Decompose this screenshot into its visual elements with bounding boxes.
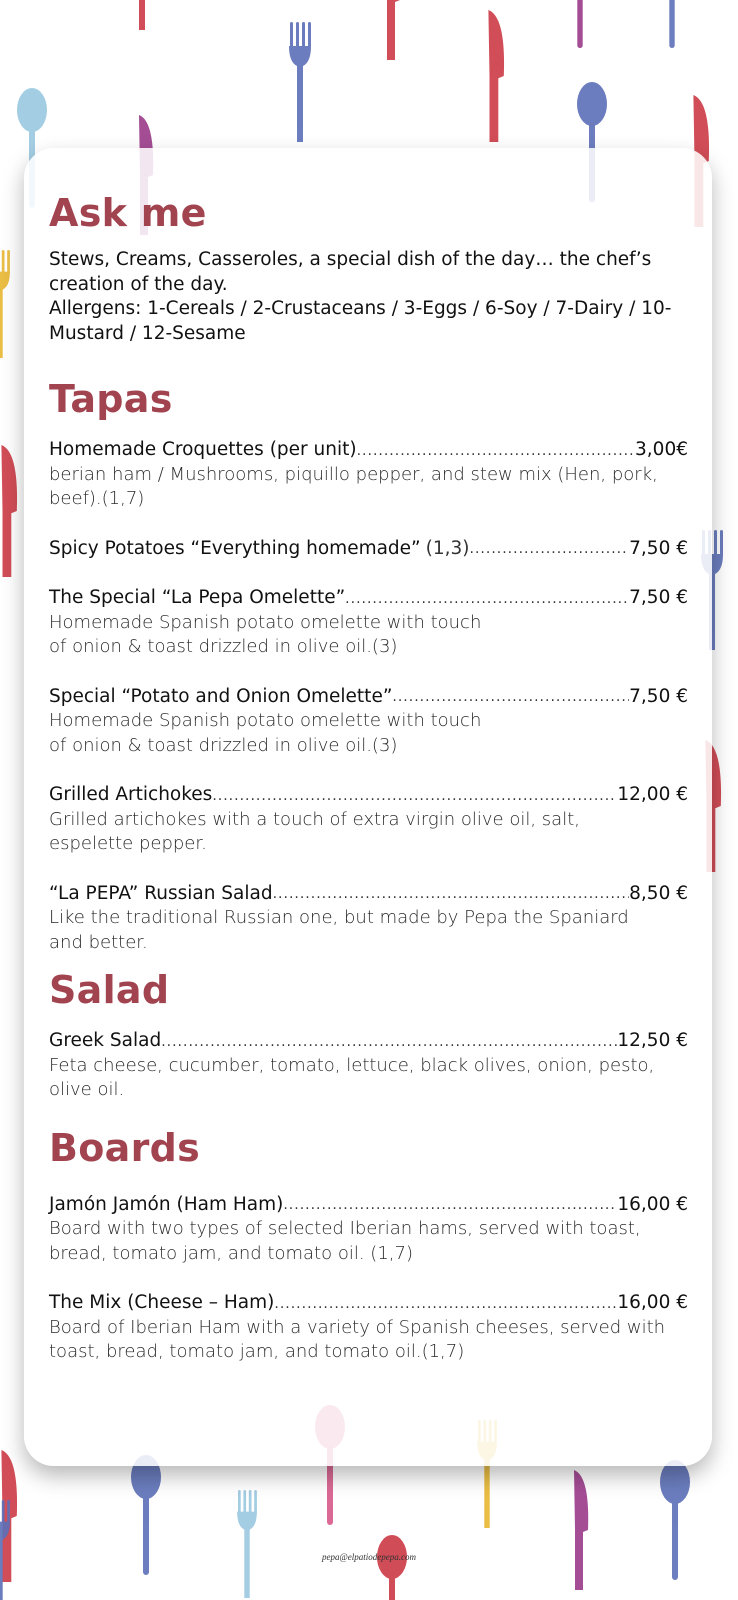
section-title-tapas: Tapas	[49, 377, 173, 421]
spoon-icon	[567, 0, 594, 48]
spoon-icon	[659, 0, 686, 48]
section-title-salad: Salad	[49, 968, 170, 1012]
section-title-ask-me: Ask me	[49, 191, 207, 235]
menu-item-potato-onion-omelette	[49, 685, 688, 759]
item-description: Board of Iberian Ham with a variety of Spanish cheeses, served with toast, bread, tomato jam, and tomato oil.(1,7)	[49, 1316, 666, 1362]
dot-leader	[357, 442, 635, 463]
footer-email: pepa@elpatiodepepa.com	[321, 1552, 416, 1562]
spoon-icon	[377, 1535, 407, 1600]
dot-leader	[345, 590, 629, 611]
menu-item-the-mix	[49, 1291, 688, 1365]
item-name: Homemade Croquettes (per unit)	[49, 439, 357, 460]
item-description: Homemade Spanish potato omelette with touch of onion & toast drizzled in olive oil.(3)	[49, 611, 482, 657]
section-title-boards: Boards	[49, 1125, 201, 1170]
item-price: 16,00 €	[617, 1193, 688, 1215]
knife-icon	[488, 10, 504, 142]
menu-item-greek-salad	[49, 1029, 688, 1103]
allergens-legend: Allergens: 1-Cereals / 2-Crustaceans / 3-Eggs / 6-Soy / 7-Dairy / 10-Mustard / 12-Sesame	[49, 298, 672, 344]
item-name: “La PEPA” Russian Salad	[49, 882, 273, 904]
item-name: The Special “La Pepa Omelette”	[49, 587, 346, 608]
item-price: 16,00 €	[617, 1292, 688, 1313]
dot-leader	[283, 1196, 617, 1217]
dot-leader	[161, 1033, 617, 1054]
dot-leader	[273, 885, 630, 906]
menu-item-russian-salad	[49, 882, 688, 956]
item-price: 7,50 €	[629, 587, 688, 608]
menu-card	[24, 148, 712, 1466]
spoon-icon	[660, 1460, 690, 1580]
menu-item-spicy-potatoes	[49, 537, 688, 562]
menu-item-croquettes	[49, 438, 688, 512]
fork-icon	[131, 0, 153, 30]
item-price: 12,50 €	[617, 1030, 688, 1051]
dot-leader	[392, 688, 629, 709]
menu-item-jamon-jamon	[49, 1193, 688, 1267]
item-price: 3,00€	[635, 439, 688, 460]
item-name: Special “Potato and Onion Omelette”	[49, 685, 393, 707]
item-price: 7,50 €	[629, 685, 688, 707]
item-description: Feta cheese, cucumber, tomato, lettuce, black olives, onion, pesto, olive oil.	[49, 1054, 655, 1100]
knife-icon	[386, 0, 400, 60]
item-description: Homemade Spanish potato omelette with touch of onion & toast drizzled in olive oil.(3)	[49, 710, 482, 756]
item-name: The Mix (Cheese – Ham)	[49, 1292, 275, 1313]
item-price: 8,50 €	[629, 882, 688, 904]
menu-item-la-pepa-omelette	[49, 586, 688, 660]
knife-icon	[1, 445, 17, 577]
item-price: 7,50 €	[629, 537, 688, 559]
item-description: berian ham / Mushrooms, piquillo pepper, and stew mix (Hen, pork, beef).(1,7)	[49, 463, 658, 509]
dot-leader	[274, 1295, 617, 1316]
knife-icon	[574, 1470, 588, 1590]
item-description: Like the traditional Russian one, but made by Pepa the Spaniard and better.	[49, 907, 629, 953]
item-name: Jamón Jamón (Ham Ham)	[49, 1193, 284, 1215]
menu-item-grilled-artichokes	[49, 783, 688, 857]
dot-leader	[470, 540, 630, 561]
item-name: Grilled Artichokes	[49, 784, 213, 805]
item-description: Board with two types of selected Iberian hams, served with toast, bread, tomato jam, and tomato oil. (1,7)	[49, 1218, 641, 1264]
item-name: Greek Salad	[49, 1030, 162, 1051]
fork-icon	[237, 1490, 257, 1598]
item-price: 12,00 €	[617, 784, 688, 805]
fork-icon	[289, 22, 311, 142]
ask-me-description: Stews, Creams, Casseroles, a special dish of the day… the chef’s creation of the day.	[49, 249, 652, 295]
item-allergens: (1,3)	[425, 537, 470, 559]
fork-icon	[0, 250, 10, 358]
item-description: Grilled artichokes with a touch of extra virgin olive oil, salt, espelette pepper.	[49, 808, 580, 854]
item-name: Spicy Potatoes “Everything homemade”	[49, 537, 421, 559]
dot-leader	[212, 787, 617, 808]
